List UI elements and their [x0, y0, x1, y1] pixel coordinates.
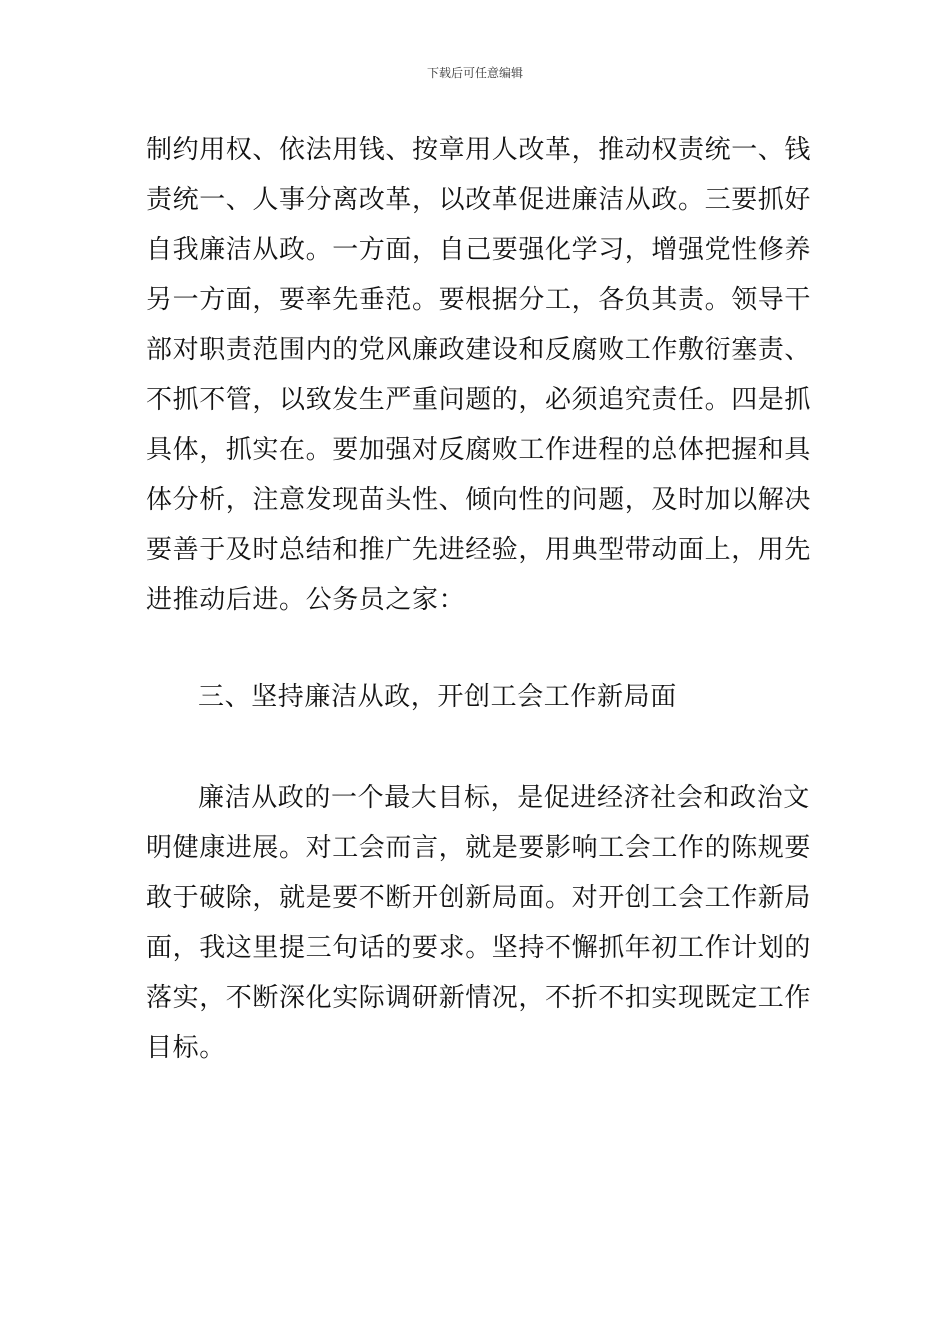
text-line: 部对职责范围内的党风廉政建设和反腐败工作敷衍塞责、 — [146, 335, 812, 365]
text-line: 敢于破除，就是要不断开创新局面。对开创工会工作新局 — [146, 883, 812, 913]
text-line: 进推动后进。公务员之家： — [146, 585, 466, 615]
text-line: 另一方面，要率先垂范。要根据分工，各负其责。领导干 — [146, 285, 812, 315]
text-line: 自我廉洁从政。一方面，自己要强化学习，增强党性修养 — [146, 235, 812, 265]
text-line: 面，我这里提三句话的要求。坚持不懈抓年初工作计划的 — [146, 933, 812, 963]
text-line: 落实，不断深化实际调研新情况，不折不扣实现既定工作 — [146, 983, 812, 1013]
text-line: 目标。 — [146, 1033, 226, 1063]
text-line: 责统一、人事分离改革，以改革促进廉洁从政。三要抓好 — [146, 185, 812, 215]
page-header: 下载后可任意编辑 — [426, 66, 523, 80]
text-line: 不抓不管，以致发生严重问题的，必须追究责任。四是抓 — [146, 385, 812, 415]
text-line: 廉洁从政的一个最大目标，是促进经济社会和政治文 — [198, 783, 810, 813]
text-line: 具体，抓实在。要加强对反腐败工作进程的总体把握和具 — [146, 435, 812, 465]
text-line: 要善于及时总结和推广先进经验，用典型带动面上，用先 — [146, 535, 812, 565]
section-heading: 三、坚持廉洁从政，开创工会工作新局面 — [198, 682, 677, 712]
text-line: 体分析，注意发现苗头性、倾向性的问题，及时加以解决 — [146, 485, 812, 515]
text-line: 制约用权、依法用钱、按章用人改革，推动权责统一、钱 — [146, 135, 812, 165]
text-line: 明健康进展。对工会而言，就是要影响工会工作的陈规要 — [146, 833, 812, 863]
